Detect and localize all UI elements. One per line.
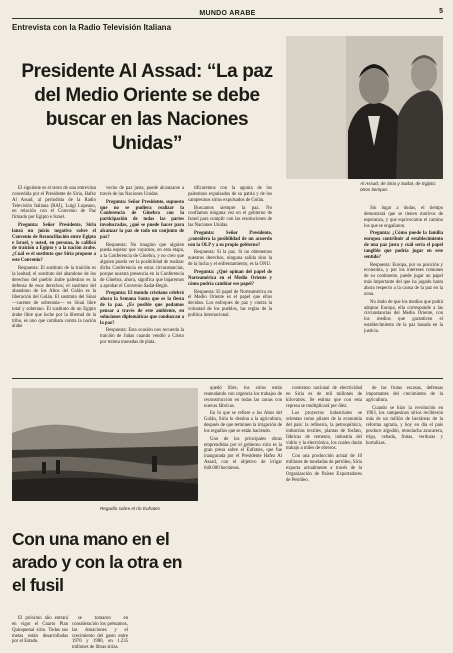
article-bottom-column-5 (366, 386, 443, 448)
paragraph: comienzo nacional de electricidad en Siria es de mil millones de kilovatios. Se estima que con esta represa se multiplicará por diez. (286, 386, 362, 409)
paragraph: En lo que se refiere a los Altos del Golán, Siria lo destina a la agricultura, después de que terminen la irrigación de los regadíos que se están haciendo. (204, 411, 282, 434)
article-top-column-1 (12, 186, 96, 332)
paragraph: Pregunta: Señor Presidente, Siria lanzó un juicio negativo sobre el Convenio de Reconciliación entre Egipto e Israel, y usted, en persona, lo calificó de traición a Egipto y a la nación árabe. ¿Cuál es el sustituto que Siria propone a este Convenio? (12, 223, 96, 264)
paragraph: Los proyectos industriales se orientan como pilares de la economía del país: la refinería, la petroquímica, industrias textiles, plantas de fosfato, fábricas de cemento, industria del vidrio y la electrónica, los cuales darán trabajo a miles de obreros. (286, 411, 362, 452)
headline-top: Presidente Al Assad: “La paz del Medio Oriente se debe buscar en las Naciones Unidas” (21, 61, 273, 154)
paragraph: Respuesta: Sí la paz. Si no obtenemos nuestros derechos, ninguna salida sino la de la lucha y el enfrentamiento, es la ONU. (188, 250, 272, 268)
article-top-column-3 (188, 186, 272, 321)
paragraph: Buscamos siempre la paz. No confiamos ninguna vez en el gobierno de Israel para cumplir con las resoluciones de las Naciones Unidas. (188, 205, 272, 229)
paragraph: Respuesta: Esta ocasión nos recuerda la traición de Judas cuando vendió a Cristo por treinta monedas de plata. (100, 328, 184, 346)
paragraph: Pregunta: ¿Cómo puede la familia europea contribuir al establecimiento de una paz justa y cuál sería el papel tangible que podría jugar en este sentido? (364, 231, 443, 260)
article-bottom-column-4 (286, 386, 362, 486)
photo-assad-sadat (286, 36, 443, 179)
photo-euphrates-irrigation (12, 388, 198, 501)
headline-bottom: Con una mano en el arado y con la otra en el fusil (12, 529, 182, 595)
paragraph: Uno de los principales obras emprendidas por el gobierno sirio es la gran presa sobre el Eufrates, que fue inaugurada por el Presidente Hafez Al Assad, con el objetivo de irrigar 640.000 hectáreas. (204, 436, 282, 471)
paragraph: Respuesta: El papel de Norteamérica en el Medio Oriente es el papel que ellos decidan. Los enfoques de paz y contra la voluntad de los pueblos, las reglas de la política internacional. (188, 289, 272, 318)
article-top-column-2 (100, 186, 184, 348)
paragraph: Pregunta: Señor Presidente, supuesto que no se pudiera realizar la Conferencia de Ginebra con la participación de todas las partes involucradas, ¿qué se puede hacer para alcanzar la paz de todo un conjunto de paz? (100, 199, 184, 240)
paragraph: Respuesta: Europa, por su posición y economía, y por los intereses comunes de su continente, puede jugar un papel más importante del que ha jugado hasta ahora respecto a la causa de la paz en la zona. (364, 262, 443, 297)
photo-assad-sadat-image (286, 36, 443, 179)
paragraph: de las frutas escasas, defensas importantes del crecimiento de la agricultura. (366, 386, 443, 403)
paragraph: quedó libre, los sirios están reanudando con urgencia los trabajos de reconstrucción en todas las zonas con nuevas fábricas. (204, 386, 282, 409)
article-bottom-column-3 (204, 386, 282, 474)
paragraph: se tomaron en consideración los préstamos, las donaciones y el crecimiento del gasto entre 1976 y 1980, en 1.235 millones de libras sirias. (72, 616, 128, 651)
paragraph: tificaremos con la agonía de los palestinos expulsados de su patria y de los campesinos sirios expulsados de Golán. (188, 186, 272, 203)
publication-name: MUNDO ARABE (199, 9, 256, 17)
paragraph: vecho de paz justa, puede alcanzarse a través de las Naciones Unidas. (100, 186, 184, 197)
photo-euphrates-irrigation-image (12, 388, 198, 501)
article-bottom-column-1 (12, 616, 68, 647)
paragraph: Pregunta: ¿Qué opinan del papel de Norteamérica en el Medio Oriente y cómo podría cambiar ese papel? (188, 269, 272, 287)
photo-top-caption: Al Assad, de Siria y Sadat, de Egipto: otros tiempos (360, 181, 437, 192)
article-top-column-4 (364, 206, 443, 337)
photo-bottom-caption: Regadío sobre el río Eufrates (99, 506, 160, 511)
paragraph: No dudo de que los medios que podrá adoptar Europa, ella corresponde a las circunstancias del Medio Oriente, con los medios que garanticen el establecimiento de la paz basada en la justicia. (364, 299, 443, 334)
paragraph: Pregunta: Señor Presidente, ¿considera la posibilidad de un acuerdo con la OLP y a su propio gobierno? (188, 230, 272, 248)
section-divider (12, 378, 443, 379)
paragraph: El próximo año entrará en vigor el Cuarto Plan Quinquenal sirio. Todas sus metas están desarrolladas por el Estado. (12, 616, 68, 645)
article-kicker: Entrevista con la Radio Televisión Italiana (12, 23, 172, 32)
paragraph: Sin lugar a dudas, el tiempo demostrará que se tienen motivos de esperanza, y que equivocaron el camino los que se engañaron. (364, 206, 443, 229)
paragraph: El siguiente es el texto de una entrevista concedida por el Presidente de Siria, Hafez Al Assad, al periodista de la Radio Televisión Italiana (RAI), Luigi Lupeano, en relación con el Convenio de Paz firmado por Egipto e Israel. (12, 186, 96, 221)
paragraph: Cuando se hizo la revolución en 1963, los campesinos sirios recibieron más de un millón de hectáreas de la reforma agraria, y hoy en día el país produce algodón, remolacha azucarera, trigo, cebada, frutas, verduras y hortalizas. (366, 405, 443, 446)
paragraph: Con una producción actual de 10 millones de toneladas de petróleo, Siria exporta actualmente a través de la Organización de Países Exportadores de Petróleo. (286, 454, 362, 483)
paragraph: Respuesta: El sustituto de la traición es la lealtad; el sustituto del abandono de los derechos del pueblo árabe palestino es la defensa de esos derechos; el sustituto del abandono de los Altos del Golán es la liberación del Golán. El sustituto del Sinai —carente de soberanía— es Sinai libre total y soberano. El sustituto de un Egipto árabe libre que luche por la libertad de la tribu, es uno que combata contra la nación árabe (12, 265, 96, 330)
paragraph: Respuesta: No imagino que alguien pueda esperar que vayamos, en esta etapa, a la Conferencia de Ginebra, y no creo que alguien pueda ver la posibilidad de realizar dicha Conferencia en estas circunstancias, porque nuestra presencia en la Conferencia de Ginebra, ahora, significa que bajaremos a aprobar el Convenio Sadat-Begin. (100, 242, 184, 289)
masthead (12, 8, 443, 19)
paragraph: Pregunta: El mundo cristiano celebró ahora la Semana Santa que es la fiesta de la paz. ¿Es posible que podamos pensar a través de este ambiente, en soluciones diplomáticas que conduzcan a la paz? (100, 291, 184, 326)
article-bottom-column-2 (72, 616, 128, 653)
page-number: 5 (439, 8, 443, 15)
